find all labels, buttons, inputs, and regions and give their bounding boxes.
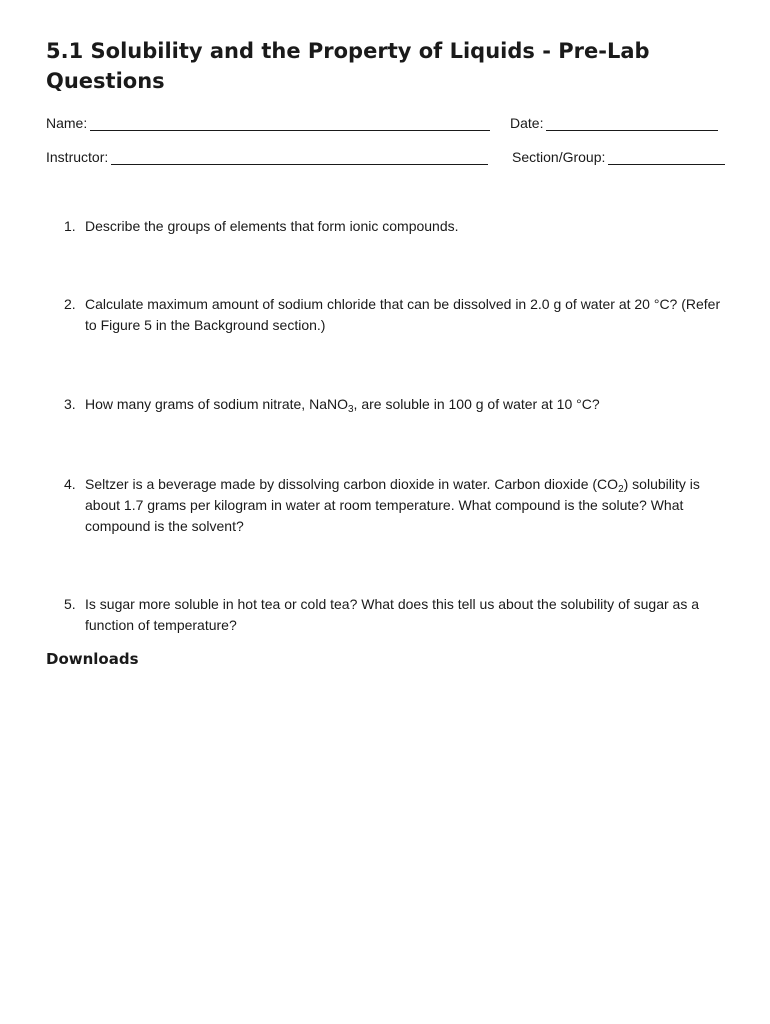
section-group-blank-line[interactable] (608, 151, 725, 165)
page-title: 5.1 Solubility and the Property of Liquids - Pre-Lab Questions (46, 39, 650, 93)
question-text-part: How many grams of sodium nitrate, NaNO (85, 396, 348, 412)
chemical-subscript: 2 (618, 484, 624, 495)
question-number: 2. (64, 296, 76, 312)
date-label: Date: (510, 115, 544, 131)
instructor-field[interactable] (46, 149, 488, 165)
question-number: 4. (64, 476, 76, 492)
name-blank-line[interactable] (90, 117, 490, 131)
instructor-blank-line[interactable] (111, 151, 488, 165)
question-3 (64, 394, 726, 415)
question-text-part: ) solubility is about 1.7 grams per kilogram in water at room temperature. What compound is the solute? What compound is the solvent? (85, 476, 700, 534)
question-2 (64, 294, 726, 336)
question-number: 1. (64, 218, 76, 234)
name-field[interactable] (46, 115, 490, 131)
chemical-subscript: 3 (347, 404, 354, 415)
question-4 (64, 474, 726, 537)
question-number: 5. (64, 596, 76, 612)
name-label: Name: (46, 115, 88, 131)
question-text: Is sugar more soluble in hot tea or cold tea? What does this tell us about the solubility of sugar as a function of temperature? (85, 596, 700, 633)
question-5 (64, 594, 726, 636)
question-text (85, 394, 726, 415)
question-1 (64, 216, 726, 237)
question-text: Describe the groups of elements that form ionic compounds. (85, 218, 459, 234)
date-field[interactable] (510, 115, 718, 131)
downloads-heading: Downloads (46, 650, 139, 668)
date-blank-line[interactable] (546, 117, 718, 131)
instructor-label: Instructor: (46, 149, 109, 165)
question-text: Calculate maximum amount of sodium chloride that can be dissolved in 2.0 g of water at 20 °C? (Refer to Figure 5 in the Background section.) (85, 296, 721, 333)
section-group-label: Section/Group: (512, 149, 606, 165)
question-text (85, 474, 726, 537)
question-text-part: , are soluble in 100 g of water at 10 °C? (353, 396, 600, 412)
section-group-field[interactable] (512, 149, 725, 165)
question-number: 3. (64, 396, 76, 412)
question-text-part: Seltzer is a beverage made by dissolving carbon dioxide in water. Carbon dioxide (CO (85, 476, 619, 492)
